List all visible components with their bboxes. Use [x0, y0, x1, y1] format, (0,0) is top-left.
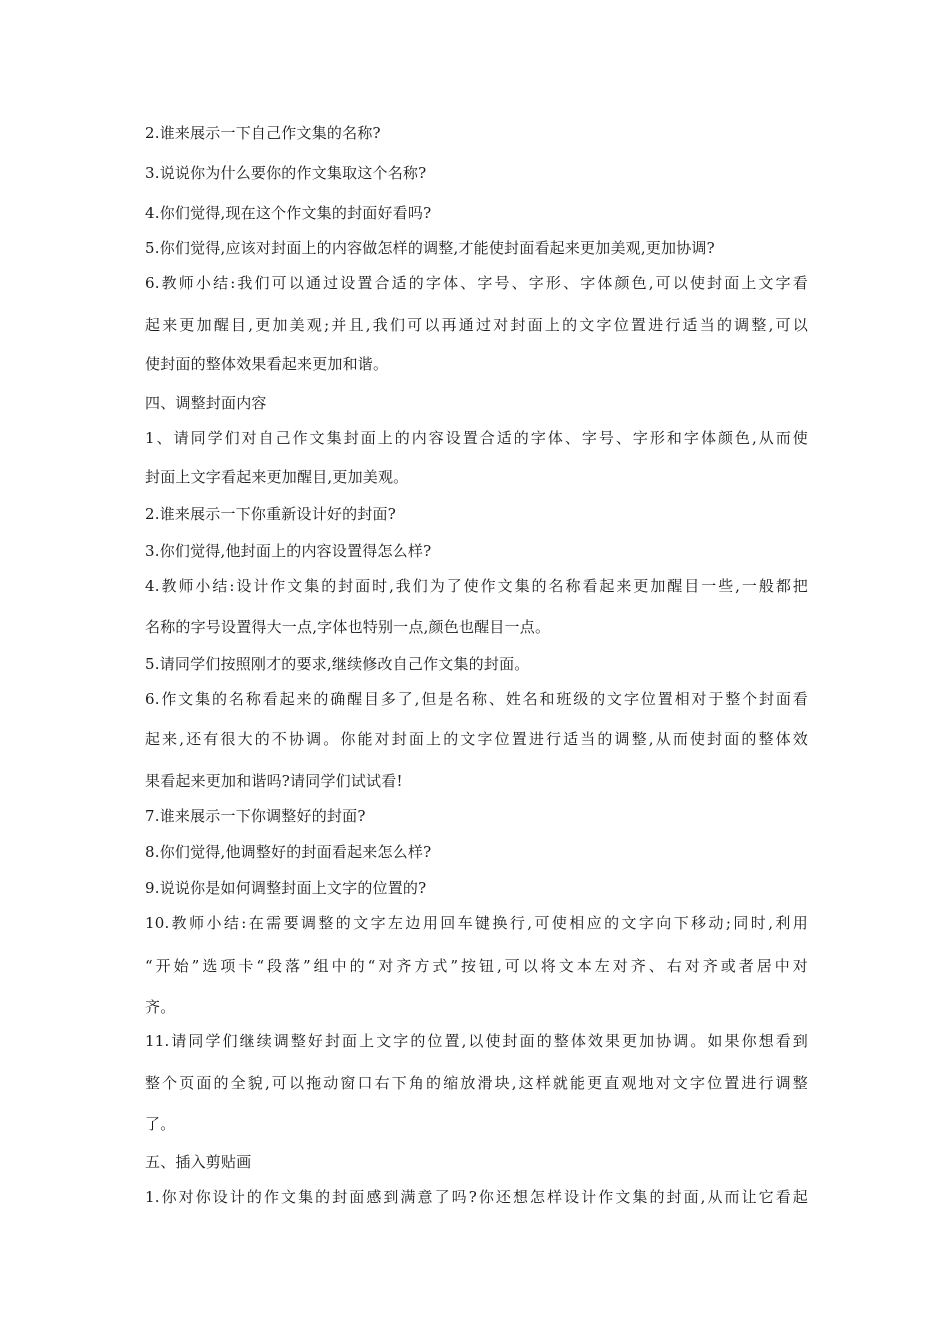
section4-item-10-line-3: 齐。 — [145, 998, 176, 1016]
section4-item-4-line-2: 名称的字号设置得大一点,字体也特别一点,颜色也醒目一点。 — [145, 618, 551, 636]
section-heading-4: 四、调整封面内容 — [145, 394, 267, 412]
teacher-summary-line-3: 使封面的整体效果看起来更加和谐。 — [145, 355, 389, 373]
section4-item-1-line-1: 1、请同学们对自己作文集封面上的内容设置合适的字体、字号、字形和字体颜色,从而使 — [145, 429, 808, 447]
question-4-line: 4.你们觉得,现在这个作文集的封面好看吗? — [145, 204, 432, 222]
section4-item-10-line-1: 10.教师小结:在需要调整的文字左边用回车键换行,可使相应的文字向下移动;同时,利用 — [145, 914, 808, 932]
section4-item-6-line-2: 起来,还有很大的不协调。你能对封面上的文字位置进行适当的调整,从而使封面的整体效 — [145, 730, 808, 748]
question-5-line: 5.你们觉得,应该对封面上的内容做怎样的调整,才能使封面看起来更加美观,更加协调? — [145, 239, 715, 257]
section4-item-6-line-3: 果看起来更加和谐吗?请同学们试试看! — [145, 772, 403, 790]
section4-item-10-line-2: “开始”选项卡“段落”组中的“对齐方式”按钮,可以将文本左对齐、右对齐或者居中对 — [145, 957, 808, 975]
section4-item-5: 5.请同学们按照刚才的要求,继续修改自己作文集的封面。 — [145, 655, 530, 673]
section4-item-6-line-1: 6.作文集的名称看起来的确醒目多了,但是名称、姓名和班级的文字位置相对于整个封面看 — [145, 690, 808, 708]
section4-item-11-line-2: 整个页面的全貌,可以拖动窗口右下角的缩放滑块,这样就能更直观地对文字位置进行调整 — [145, 1074, 808, 1092]
section4-item-4-line-1: 4.教师小结:设计作文集的封面时,我们为了使作文集的名称看起来更加醒目一些,一般都把 — [145, 577, 808, 595]
question-2-line: 2.谁来展示一下自己作文集的名称? — [145, 124, 381, 142]
section4-item-9: 9.说说你是如何调整封面上文字的位置的? — [145, 879, 427, 897]
section4-item-1-line-2: 封面上文字看起来更加醒目,更加美观。 — [145, 468, 409, 486]
section4-item-11-line-1: 11.请同学们继续调整好封面上文字的位置,以使封面的整体效果更加协调。如果你想看到 — [145, 1032, 808, 1050]
section4-item-8: 8.你们觉得,他调整好的封面看起来怎么样? — [145, 843, 432, 861]
section4-item-2: 2.谁来展示一下你重新设计好的封面? — [145, 505, 396, 523]
teacher-summary-line-1: 6.教师小结:我们可以通过设置合适的字体、字号、字形、字体颜色,可以使封面上文字看 — [145, 274, 808, 292]
section4-item-7: 7.谁来展示一下你调整好的封面? — [145, 807, 366, 825]
question-3-line: 3.说说你为什么要你的作文集取这个名称? — [145, 164, 427, 182]
section4-item-11-line-3: 了。 — [145, 1115, 176, 1133]
section5-item-1-line-1: 1.你对你设计的作文集的封面感到满意了吗?你还想怎样设计作文集的封面,从而让它看起 — [145, 1188, 808, 1206]
section-heading-5: 五、插入剪贴画 — [145, 1153, 252, 1171]
teacher-summary-line-2: 起来更加醒目,更加美观;并且,我们可以再通过对封面上的文字位置进行适当的调整,可以 — [145, 316, 808, 334]
section4-item-3: 3.你们觉得,他封面上的内容设置得怎么样? — [145, 542, 432, 560]
